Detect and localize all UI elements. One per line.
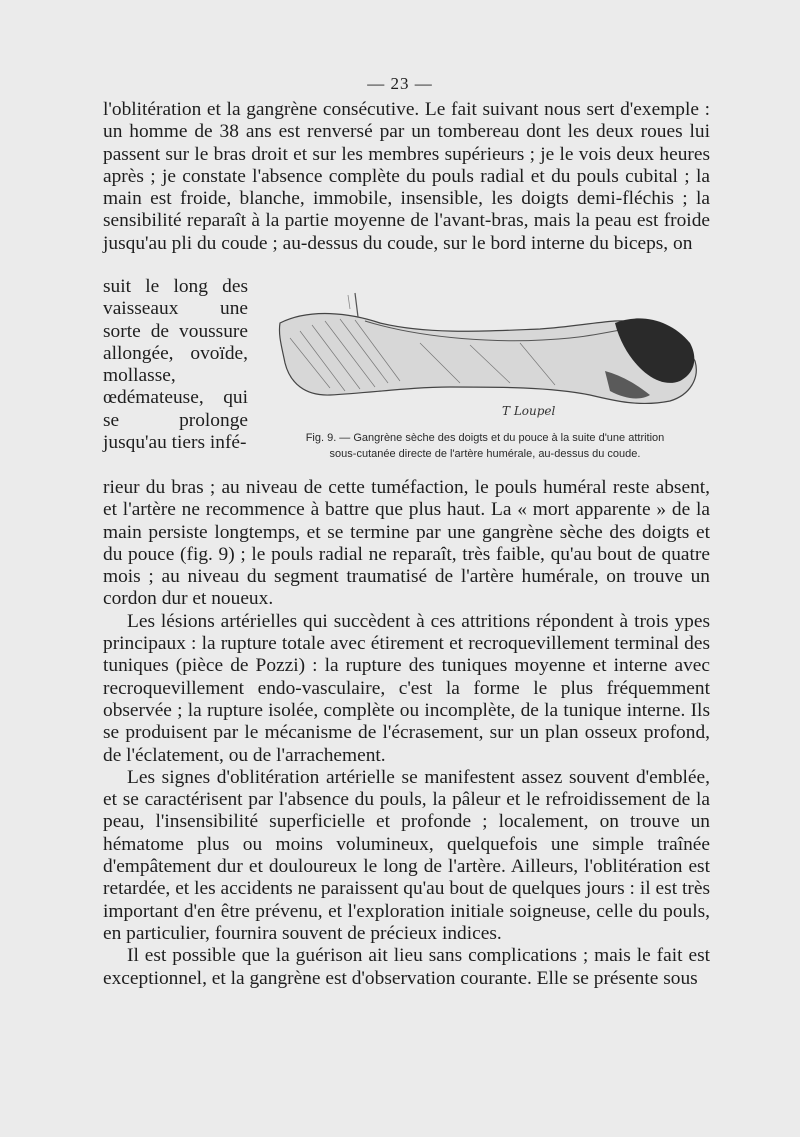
body-text [103, 477, 710, 990]
forearm-gangrene-illustration [270, 283, 700, 423]
continuation-paragraph: rieur du bras ; au niveau de cette tuméfaction, le pouls huméral reste absent, et l'artère ne recommence à battre que plus haut. La « mort apparente » de la main persiste longtemps, et se termine par une gangrène sèche des doigts et du pouce (fig. 9) ; le pouls radial ne reparaît, très faible, qu'au bout de quatre mois ; au niveau du segment traumatisé de l'artère humérale, on trouve un cordon dur et noueux. [103, 477, 710, 610]
page-number: — 23 — [367, 74, 433, 93]
opening-paragraph [103, 99, 710, 255]
caption-line-1: Fig. 9. — Gangrène sèche des doigts et du pouce à la suite d'une attrition [305, 432, 665, 444]
figure-caption [260, 430, 710, 462]
wrapped-text: suit le long des vaisseaux une sorte de voussure allongée, ovoïde, mollasse, œdémateuse, qui se prolonge jusqu'au tiers infé- [103, 276, 248, 454]
figure-9 [260, 283, 710, 463]
svg-text:T Loupel: T Loupel [502, 404, 556, 418]
paragraph-outcome: Il est possible que la guérison ait lieu sans complications ; mais le fait est exceptionnel, et la gangrène est d'observation courante. Elle se présente sous [103, 945, 710, 989]
paragraph-signs: Les signes d'oblitération artérielle se manifestent assez souvent d'emblée, et se caractérisent par l'absence du pouls, la pâleur et le refroidissement de la peau, l'insensibilité superficielle et profonde ; localement, on trouve un hématome plus ou moins volumineux, quelquefois une simple traînée d'empâtement dur et douloureux le long de l'artère. Ailleurs, l'oblitération est retardée, et les accidents ne paraissent qu'au bout de quelques jours : il est très important d'en être prévenu, et l'exploration initiale soigneuse, celle du pouls, en particulier, fournira souvent de précieux indices. [103, 766, 710, 944]
wrapped-text-column [103, 276, 248, 454]
opening-text: l'oblitération et la gangrène consécutive. Le fait suivant nous sert d'exemple : un homme de 38 ans est renversé par un tombereau dont les deux roues lui passent sur le bras droit et sur les membres supérieurs ; je le vois deux heures après ; je constate l'absence complète du pouls radial et du pouls cubital ; la main est froide, blanche, immobile, insensible, les doigts demi-fléchis ; la sensibilité reparaît à la partie moyenne de l'avant-bras, mais la peau est froide jusqu'au pli du coude ; au-dessus du coude, sur le bord interne du biceps, on [103, 99, 710, 254]
paragraph-lesions: Les lésions artérielles qui succèdent à ces attritions répondent à trois ypes principaux : la rupture totale avec étirement et recroquevillement terminal des tuniques (pièce de Pozzi) : la rupture des tuniques moyenne et interne avec recroquevillement endo-vasculaire, c'est la forme le plus fréquemment observée ; la rupture isolée, complète ou incomplète, de la tunique interne. Ils se produisent par le mécanisme de l'écrasement, sur un plan osseux profond, de l'éclatement, ou de l'arrachement. [103, 610, 710, 766]
caption-line-2: sous-cutanée directe de l'artère humérale, au-dessus du coude. [329, 448, 641, 460]
